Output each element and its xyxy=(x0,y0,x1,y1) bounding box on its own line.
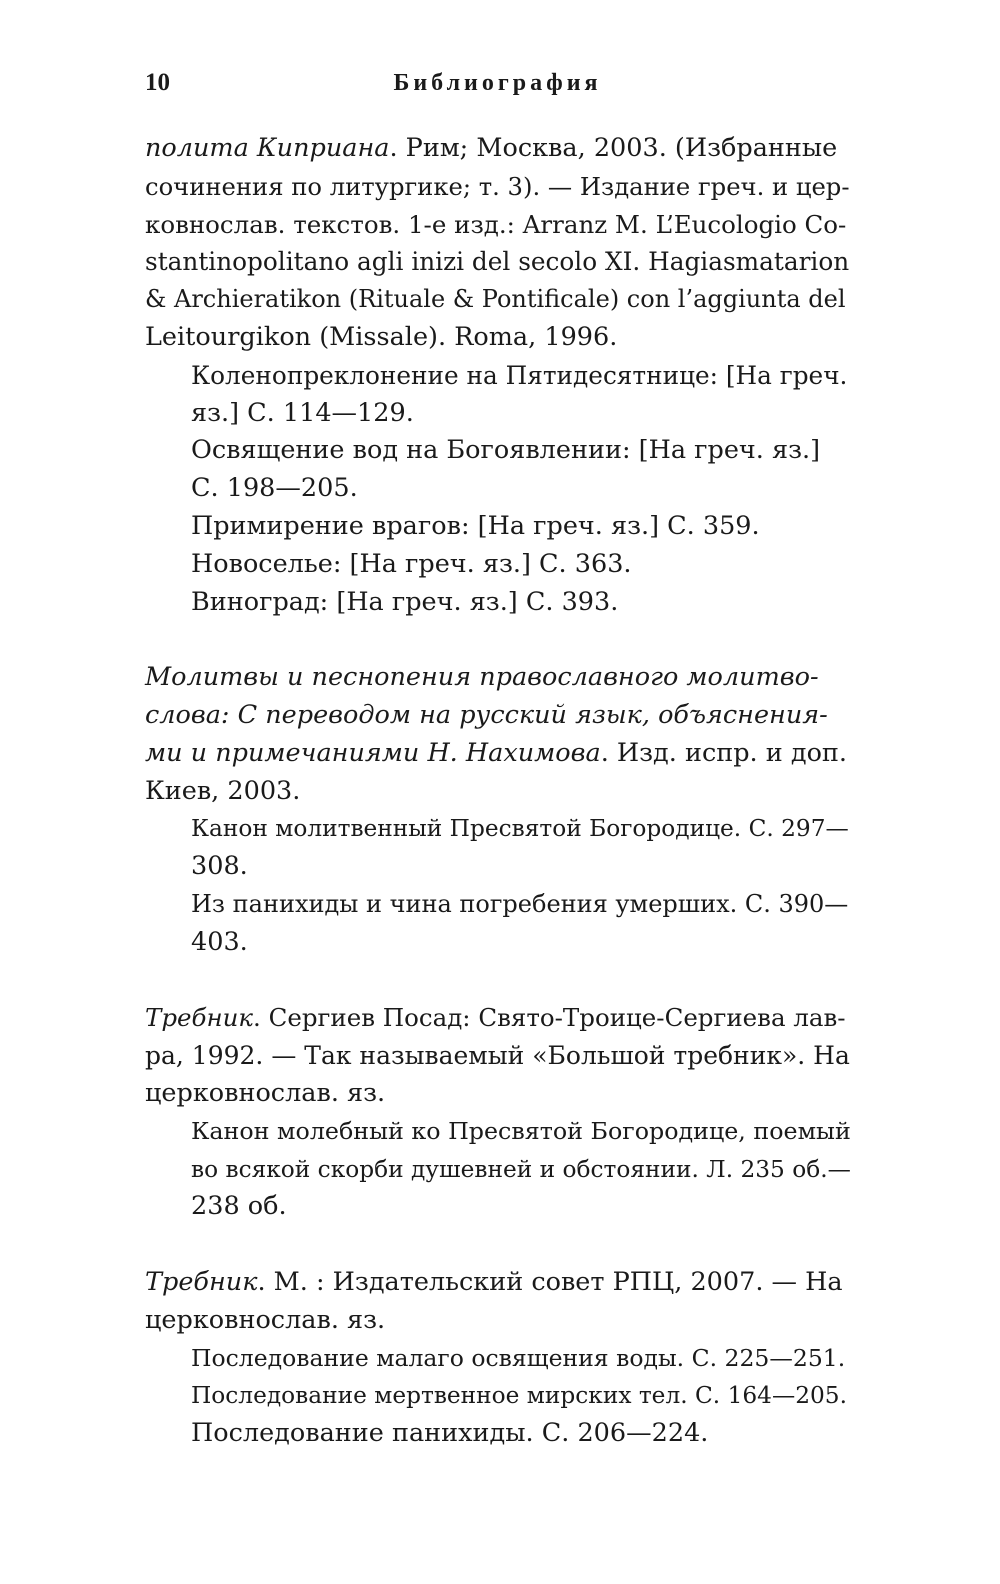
entry-line: ковнослав. текстов. 1-е изд.: Arranz M. L’Eucologio Co- xyxy=(145,209,847,239)
entry-title-line: слова: С переводом на русский язык, объяснения- xyxy=(145,699,828,730)
sub-item-line: Освящение вод на Богоявлении: [На греч. яз.] xyxy=(191,435,821,466)
entry-line: церковнослав. яз. xyxy=(145,1077,386,1108)
entry-line: церковнослав. яз. xyxy=(145,1304,386,1335)
sub-item-line: 403. xyxy=(191,926,248,957)
sub-item-line: Примирение врагов: [На греч. яз.] С. 359. xyxy=(191,510,760,541)
sub-item-line: Последование панихиды. С. 206—224. xyxy=(191,1418,709,1449)
entry-line: Киев, 2003. xyxy=(145,775,301,806)
entry-title: полита Киприана xyxy=(145,133,390,163)
entry-line: ра, 1992. — Так называемый «Большой требник». На xyxy=(145,1041,850,1071)
sub-item-line: Из панихиды и чина погребения умерших. С. 390— xyxy=(191,889,849,918)
entry-text: . Рим; Москва, 2003. (Избранные xyxy=(389,133,838,163)
bibliography-text xyxy=(145,130,850,1453)
bibliography-entry-4 xyxy=(145,1264,850,1453)
sub-item-line: яз.] С. 114—129. xyxy=(191,397,414,428)
page-header xyxy=(145,66,850,100)
entry-line: Leitourgikon (Missale). Roma, 1996. xyxy=(145,321,618,352)
entry-line xyxy=(145,999,850,1037)
sub-item-line: Виноград: [На греч. яз.] С. 393. xyxy=(191,586,619,617)
entry-line xyxy=(145,735,850,773)
sub-item-line: С. 198—205. xyxy=(191,473,358,504)
running-head: Библиография xyxy=(393,70,602,96)
sub-item-line: Последование малаго освящения воды. С. 225—251. xyxy=(191,1343,846,1372)
entry-text: . Изд. испр. и доп. xyxy=(600,737,848,768)
entry-title-line: Молитвы и песнопения православного молитво- xyxy=(145,662,819,693)
entry-spacer xyxy=(145,621,850,659)
entry-line: & Archieratikon (Rituale & Pontificale) con l’aggiunta del xyxy=(145,285,846,314)
sub-item-line: во всякой скорби душевней и обстоянии. Л. 235 об.— xyxy=(191,1155,851,1183)
entry-line xyxy=(145,130,850,168)
entry-text: . М. : Издательский совет РПЦ, 2007. — На xyxy=(257,1266,843,1297)
entry-line: сочинения по литургике; т. 3). — Издание греч. и цер- xyxy=(145,171,850,201)
sub-item-line: Канон молитвенный Пресвятой Богородице. С. 297— xyxy=(191,815,849,843)
entry-title: Требник xyxy=(145,1266,258,1297)
entry-text: . Сергиев Посад: Свято-Троице-Сергиева лав- xyxy=(253,1003,846,1033)
page-number: 10 xyxy=(145,69,170,96)
sub-item-line: 238 об. xyxy=(191,1191,287,1222)
entry-spacer xyxy=(145,1226,850,1264)
bibliography-entry-3 xyxy=(145,999,850,1226)
sub-item-line: Новоселье: [На греч. яз.] С. 363. xyxy=(191,548,632,579)
sub-item-line: Коленопреклонение на Пятидесятнице: [На греч. xyxy=(191,360,848,390)
entry-title: ми и примечаниями Н. Нахимова xyxy=(145,737,601,768)
sub-item-line: 308. xyxy=(191,851,248,882)
entry-spacer xyxy=(145,962,850,1000)
entry-title: Требник xyxy=(145,1003,254,1033)
sub-item-line: Канон молебный ко Пресвятой Богородице, поемый xyxy=(191,1116,851,1145)
entry-line xyxy=(145,1264,850,1302)
sub-item-line: Последование мертвенное мирских тел. С. 164—205. xyxy=(191,1382,847,1410)
bibliography-entry-2 xyxy=(145,659,850,961)
entry-line: stantinopolitano agli inizi del secolo XI. Hagiasmatarion xyxy=(145,247,850,277)
bibliography-entry-1 xyxy=(145,130,850,621)
